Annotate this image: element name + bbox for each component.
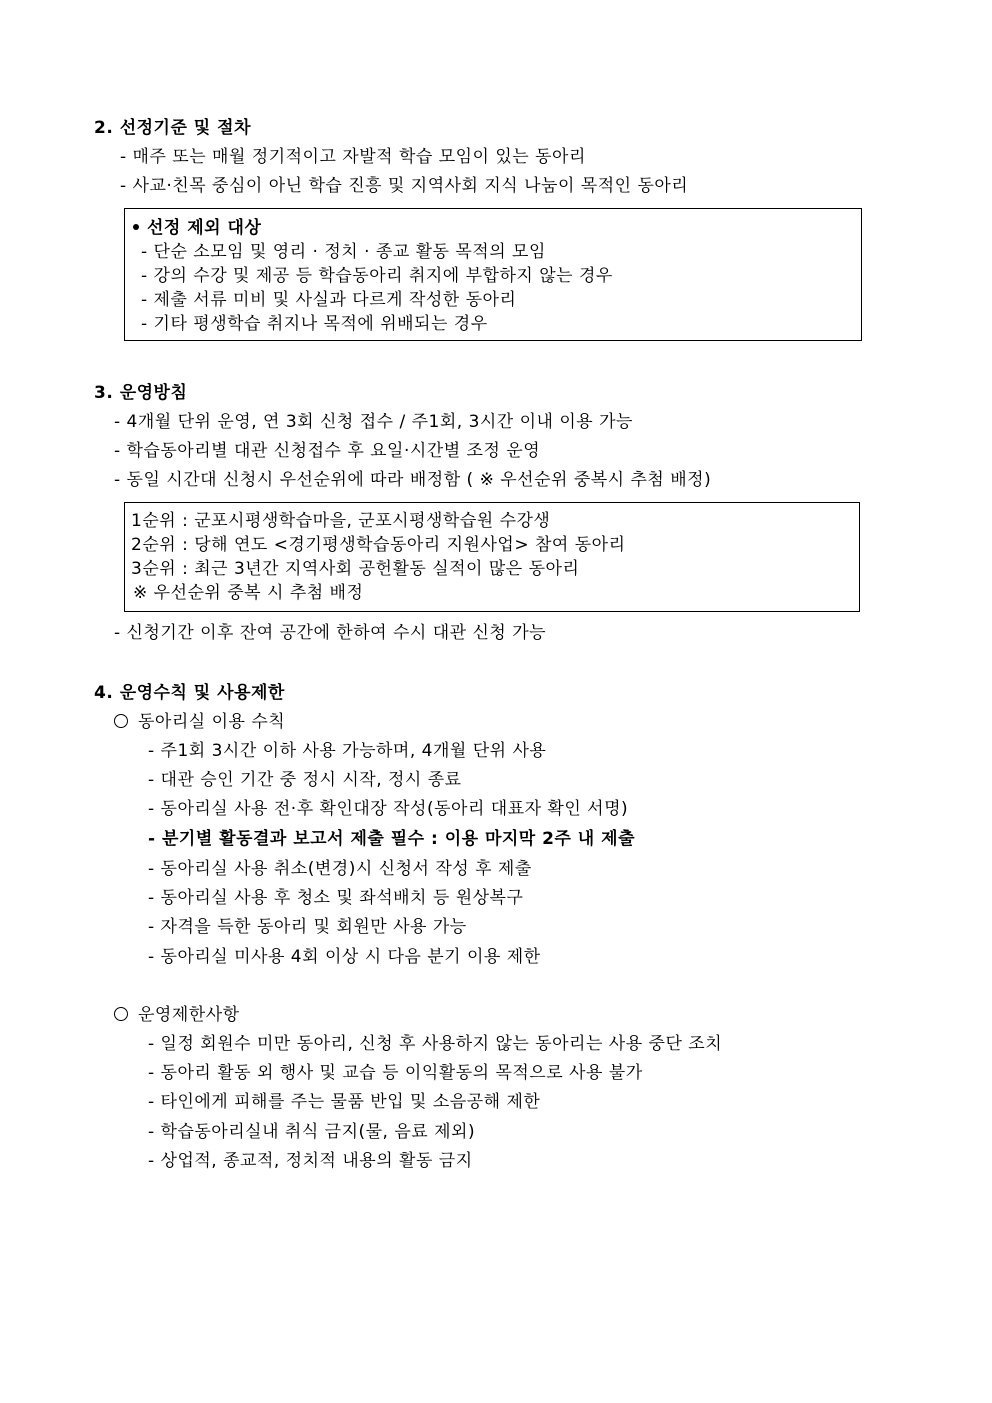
subsection-restrictions-label: 운영제한사항: [138, 1005, 240, 1025]
list-item: - 제출 서류 미비 및 사실과 다르게 작성한 동아리: [141, 290, 517, 310]
priority-box: [124, 502, 860, 612]
list-item: - 동일 시간대 신청시 우선순위에 따라 배정함 ( ※ 우선순위 중복시 추첨 배정): [114, 470, 712, 490]
circle-bullet-icon: [114, 1007, 128, 1021]
exclusion-box: [124, 208, 862, 341]
priority-item: 2순위 : 당해 연도 <경기평생학습동아리 지원사업> 참여 동아리: [131, 535, 626, 555]
list-item: - 일정 회원수 미만 동아리, 신청 후 사용하지 않는 동아리는 사용 중단 조치: [148, 1034, 723, 1054]
list-item: - 기타 평생학습 취지나 목적에 위배되는 경우: [141, 314, 488, 334]
list-item: - 주1회 3시간 이하 사용 가능하며, 4개월 단위 사용: [148, 741, 547, 761]
list-item: - 학습동아리별 대관 신청접수 후 요일·시간별 조정 운영: [114, 441, 541, 461]
list-item: - 학습동아리실내 취식 금지(물, 음료 제외): [148, 1122, 476, 1142]
priority-note: ※ 우선순위 중복 시 추첨 배정: [133, 583, 364, 603]
subsection-restrictions-title: [114, 1004, 240, 1026]
bullet-icon: [133, 224, 139, 230]
list-item: - 4개월 단위 운영, 연 3회 신청 접수 / 주1회, 3시간 이내 이용 가능: [114, 412, 633, 432]
list-item: - 대관 승인 기간 중 정시 시작, 정시 종료: [148, 770, 462, 790]
list-item: - 단순 소모임 및 영리 · 정치 · 종교 활동 목적의 모임: [141, 242, 546, 262]
list-item: - 매주 또는 매월 정기적이고 자발적 학습 모임이 있는 동아리: [120, 147, 586, 167]
list-item: - 상업적, 종교적, 정치적 내용의 활동 금지: [148, 1151, 473, 1171]
exclusion-box-title: 선정 제외 대상: [147, 218, 262, 238]
list-item: - 신청기간 이후 잔여 공간에 한하여 수시 대관 신청 가능: [114, 623, 547, 643]
list-item: - 자격을 득한 동아리 및 회원만 사용 가능: [148, 917, 467, 937]
list-item-emphasis: - 분기별 활동결과 보고서 제출 필수 : 이용 마지막 2주 내 제출: [148, 829, 635, 849]
list-item: - 동아리실 미사용 4회 이상 시 다음 분기 이용 제한: [148, 947, 541, 967]
list-item: - 강의 수강 및 제공 등 학습동아리 취지에 부합하지 않는 경우: [141, 266, 613, 286]
priority-item: 1순위 : 군포시평생학습마을, 군포시평생학습원 수강생: [131, 511, 551, 531]
subsection-rules-title: [114, 711, 285, 733]
subsection-rules-label: 동아리실 이용 수칙: [138, 712, 286, 732]
exclusion-box-title-row: [131, 217, 261, 239]
list-item: - 동아리실 사용 후 청소 및 좌석배치 등 원상복구: [148, 888, 524, 908]
list-item: - 동아리 활동 외 행사 및 교습 등 이익활동의 목적으로 사용 불가: [148, 1063, 643, 1083]
circle-bullet-icon: [114, 714, 128, 728]
priority-item: 3순위 : 최근 3년간 지역사회 공헌활동 실적이 많은 동아리: [131, 559, 580, 579]
section-2-heading: 2. 선정기준 및 절차: [94, 118, 251, 138]
section-3-heading: 3. 운영방침: [94, 383, 188, 403]
list-item: - 동아리실 사용 전·후 확인대장 작성(동아리 대표자 확인 서명): [148, 799, 629, 819]
list-item: - 타인에게 피해를 주는 물품 반입 및 소음공해 제한: [148, 1092, 541, 1112]
list-item: - 동아리실 사용 취소(변경)시 신청서 작성 후 제출: [148, 859, 532, 879]
list-item: - 사교·친목 중심이 아닌 학습 진흥 및 지역사회 지식 나눔이 목적인 동아리: [120, 176, 689, 196]
section-4-heading: 4. 운영수칙 및 사용제한: [94, 683, 285, 703]
